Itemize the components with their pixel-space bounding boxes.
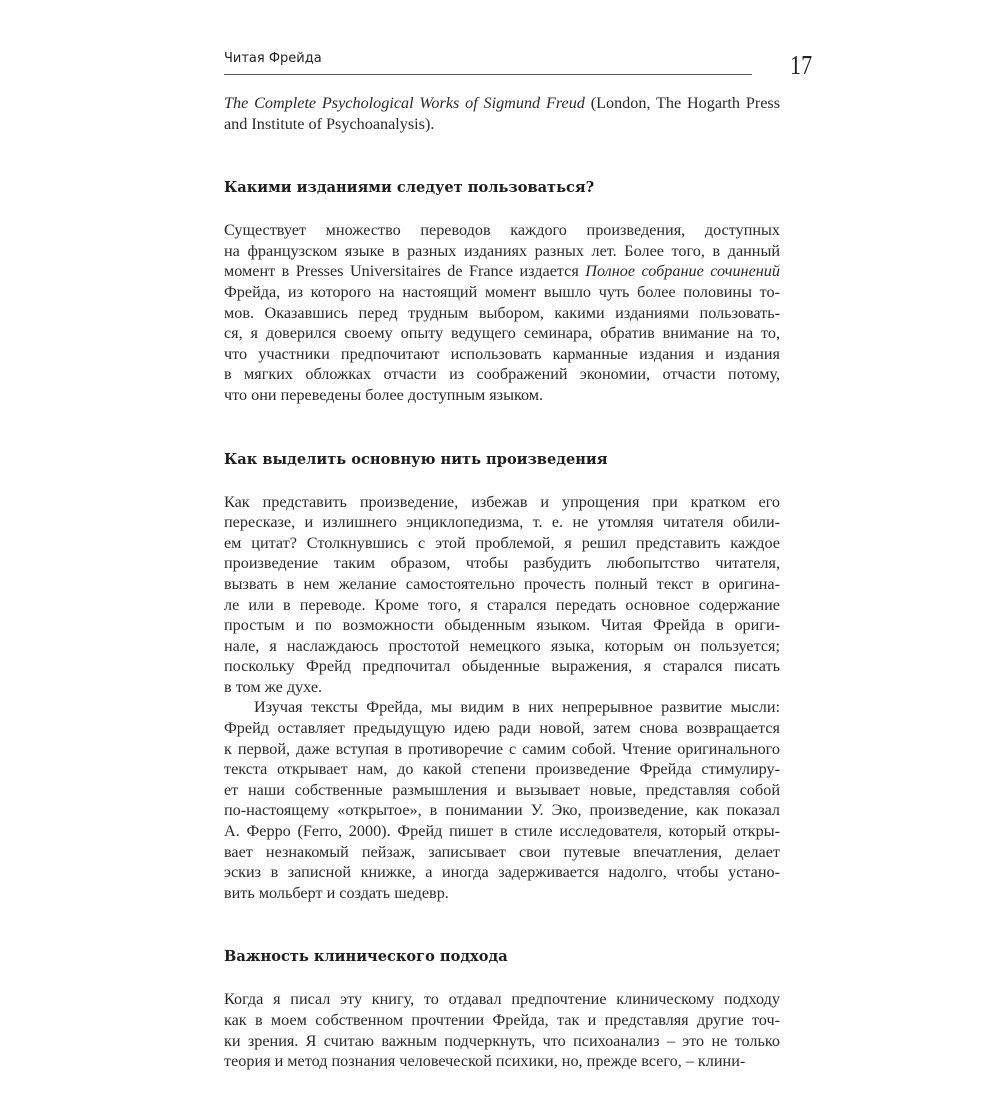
body-paragraph <box>224 989 780 1071</box>
body-paragraph <box>224 220 780 405</box>
reference-line <box>224 114 780 135</box>
text-line: вызвать в нем желание самостоятельно прочесть полный текст в оригина- <box>224 574 780 593</box>
text-line: Как представить произведение, избежав и упрощения при кратком его <box>224 492 780 511</box>
page-number: 17 <box>790 50 813 80</box>
text-line: в том же духе. <box>224 677 323 696</box>
reference-line <box>224 93 780 114</box>
text-line: А. Ферро (Ferro, 2000). Фрейд пишет в стиле исследователя, который откры- <box>224 822 780 841</box>
running-head-title: Читая Фрейда <box>224 51 322 66</box>
text-line: в мягких обложках отчасти из соображений экономии, отчасти потому, <box>224 365 780 384</box>
reference-paragraph <box>224 93 780 134</box>
text-line: ем цитат? Столкнувшись с этой проблемой, я решил представить каждое <box>224 533 780 552</box>
text-line: по-настоящему «открытое», в понимании У. Эко, произведение, как показал <box>224 801 780 820</box>
text-line: Существует множество переводов каждого произведения, доступных <box>224 221 780 240</box>
text-line: простым и по возможности обыденным языком. Читая Фрейда в ориги- <box>224 616 780 635</box>
text-line: на французском языке в разных изданиях разных лет. Более того, в данный <box>224 241 780 260</box>
text-line: как в моем собственном прочтении Фрейда, так и представляя другие точ- <box>224 1011 780 1029</box>
text-line: поскольку Фрейд предпочитал обыденные выражения, я старался писать <box>224 657 780 676</box>
text-line: Когда я писал эту книгу, то отдавал предпочтение клиническому подходу <box>224 990 780 1009</box>
text-line: теория и метод познания человеческой психики, но, прежде всего, – клини- <box>224 1052 746 1071</box>
section <box>224 947 780 1071</box>
text-line: ет наши собственные размышления и вызывает новые, представляя собой <box>224 780 780 799</box>
reference-publisher: (London, The Hogarth Press <box>584 94 780 112</box>
text-line: пересказе, и излишнего энциклопедизма, т. е. не утомляя читателя обили- <box>224 513 780 532</box>
text-line: Фрейд оставляет предыдущую идею ради новой, затем снова возвращается <box>224 719 780 738</box>
section <box>224 450 780 904</box>
section-heading: Как выделить основную нить произведения <box>224 450 608 468</box>
header-rule <box>224 74 752 75</box>
text-line: что они переведены более доступным языком. <box>224 385 544 404</box>
page-body <box>224 93 780 1116</box>
text-line: эскиз в записной книжке, а иногда задерживается надолго, чтобы устано- <box>224 863 780 882</box>
text-line: вает незнакомый пейзаж, записывает свои путевые впечатления, делает <box>224 842 780 861</box>
text-line: нале, я наслаждаюсь простотой немецкого языка, которым он пользуется; <box>224 636 780 655</box>
reference-publisher-cont: and Institute of Psychoanalysis). <box>224 114 435 133</box>
text-line: ки зрения. Я считаю важным подчеркнуть, что психоанализ – это не только <box>224 1031 780 1050</box>
sections-container <box>224 178 780 1072</box>
body-paragraph <box>224 492 780 698</box>
text-line: Фрейда, из которого на настоящий момент вышло чуть более половины то- <box>224 282 780 301</box>
text-line: ся, я доверился своему опыту ведущего семинара, обратив внимание на то, <box>224 324 780 343</box>
reference-title: The Complete Psychological Works of Sigmund Freud <box>224 94 585 112</box>
text-line: ле или в переводе. Кроме того, я старался передать основное содержание <box>224 595 780 614</box>
body-paragraph <box>224 697 780 903</box>
section-heading: Важность клинического подхода <box>224 948 508 966</box>
text-line: произведение таким образом, чтобы разбудить любопытство читателя, <box>224 554 780 573</box>
text-line <box>224 261 780 282</box>
text-line: текста открывает нам, до какой степени произведение Фрейда стимулиру- <box>224 760 780 779</box>
section-heading: Какими изданиями следует пользоваться? <box>224 179 595 197</box>
text-line: вить мольберт и создать шедевр. <box>224 883 449 902</box>
text-line: Изучая тексты Фрейда, мы видим в них непрерывное развитие мысли: <box>254 698 780 717</box>
text-line: мов. Оказавшись перед трудным выбором, какими изданиями пользовать- <box>224 303 780 322</box>
italic-title: Полное собрание сочинений <box>585 262 780 281</box>
text-line: что участники предпочитают использовать карманные издания и издания <box>224 344 780 363</box>
text-line: к первой, даже вступая в противоречие с самим собой. Чтение оригинального <box>224 739 780 758</box>
section <box>224 178 780 405</box>
text-run: момент в Presses Universitaires de France издается <box>224 262 586 281</box>
